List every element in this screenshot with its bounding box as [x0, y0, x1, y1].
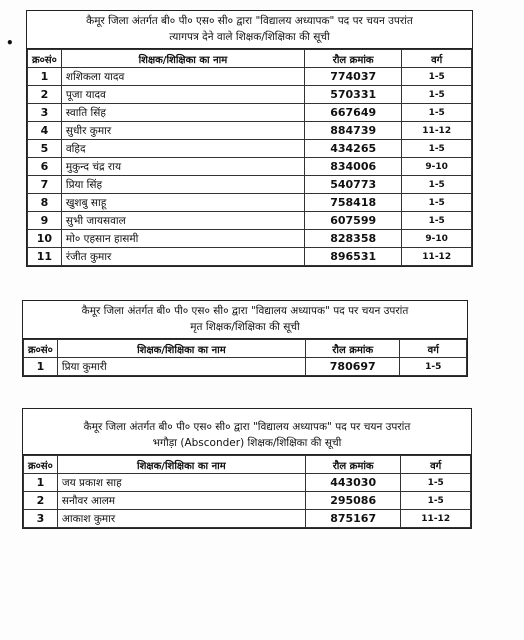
class-cell: 1-5 [402, 104, 472, 122]
table-row [28, 158, 472, 176]
table-row [24, 492, 471, 510]
col-header-roll: रौल क्रमांक [305, 456, 400, 474]
class-cell: 1-5 [402, 68, 472, 86]
table-title [27, 11, 472, 49]
col-header-roll: रौल क्रमांक [304, 50, 401, 68]
title-line-1: कैमूर जिला अंतर्गत बी० पी० एस० सी० द्वारा "विद्यालय अध्यापक" पद पर चयन उपरांत [81, 305, 409, 317]
table-row [28, 104, 472, 122]
table-row [28, 122, 472, 140]
col-header-class: वर्ग [401, 456, 471, 474]
data-table [23, 455, 471, 528]
col-header-serial: क्र०सं० [24, 340, 58, 358]
class-cell: 1-5 [400, 358, 467, 376]
bullet-mark: • [6, 36, 14, 50]
table-row [24, 510, 471, 528]
class-cell: 9-10 [402, 158, 472, 176]
serial-cell: 8 [28, 194, 62, 212]
roll-number-cell: 758418 [304, 194, 401, 212]
serial-cell: 2 [28, 86, 62, 104]
serial-cell: 11 [28, 248, 62, 266]
serial-cell: 1 [24, 358, 58, 376]
table-row [28, 212, 472, 230]
col-header-name: शिक्षक/शिक्षिका का नाम [57, 456, 305, 474]
name-cell: शशिकला यादव [61, 68, 304, 86]
table-row [28, 68, 472, 86]
col-header-name: शिक्षक/शिक्षिका का नाम [57, 340, 305, 358]
name-cell: मुकुन्द चंद्र राय [61, 158, 304, 176]
roll-number-cell: 828358 [304, 230, 401, 248]
name-cell: मो० एहसान हासमी [61, 230, 304, 248]
class-cell: 1-5 [402, 194, 472, 212]
header-row [24, 456, 471, 474]
serial-cell: 6 [28, 158, 62, 176]
name-cell: खुशबु साहू [61, 194, 304, 212]
serial-cell: 4 [28, 122, 62, 140]
table-title [23, 301, 467, 339]
class-cell: 1-5 [401, 474, 471, 492]
data-table [23, 339, 467, 376]
table-row [28, 176, 472, 194]
roll-number-cell: 540773 [304, 176, 401, 194]
class-cell: 11-12 [401, 510, 471, 528]
roll-number-cell: 295086 [305, 492, 400, 510]
name-cell: पूजा यादव [61, 86, 304, 104]
serial-cell: 2 [24, 492, 58, 510]
table-row [24, 358, 467, 376]
col-header-serial: क्र०सं० [24, 456, 58, 474]
header-row [28, 50, 472, 68]
class-cell: 1-5 [402, 86, 472, 104]
name-cell: सुधीर कुमार [61, 122, 304, 140]
name-cell: स्वाति सिंह [61, 104, 304, 122]
class-cell: 1-5 [402, 140, 472, 158]
roll-number-cell: 667649 [304, 104, 401, 122]
roll-number-cell: 896531 [304, 248, 401, 266]
table-row [28, 86, 472, 104]
name-cell: सुभी जायसवाल [61, 212, 304, 230]
name-cell: आकाश कुमार [57, 510, 305, 528]
name-cell: जय प्रकाश साह [57, 474, 305, 492]
name-cell: प्रिया कुमारी [57, 358, 305, 376]
roll-number-cell: 834006 [304, 158, 401, 176]
col-header-serial: क्र०सं० [28, 50, 62, 68]
serial-cell: 9 [28, 212, 62, 230]
table-title [23, 409, 471, 455]
roll-number-cell: 875167 [305, 510, 400, 528]
roll-number-cell: 434265 [304, 140, 401, 158]
serial-cell: 10 [28, 230, 62, 248]
name-cell: प्रिया सिंह [61, 176, 304, 194]
table-row [28, 248, 472, 266]
table-row [28, 194, 472, 212]
class-cell: 1-5 [402, 212, 472, 230]
class-cell: 11-12 [402, 122, 472, 140]
class-cell: 9-10 [402, 230, 472, 248]
col-header-name: शिक्षक/शिक्षिका का नाम [61, 50, 304, 68]
header-row [24, 340, 467, 358]
deceased-teachers-table [22, 300, 468, 377]
roll-number-cell: 570331 [304, 86, 401, 104]
title-line-1: कैमूर जिला अंतर्गत बी० पी० एस० सी० द्वारा "विद्यालय अध्यापक" पद पर चयन उपरांत [83, 421, 411, 433]
table-row [24, 474, 471, 492]
class-cell: 1-5 [401, 492, 471, 510]
roll-number-cell: 443030 [305, 474, 400, 492]
roll-number-cell: 607599 [304, 212, 401, 230]
class-cell: 1-5 [402, 176, 472, 194]
title-line-2: मृत शिक्षक/शिक्षिका की सूची [190, 321, 300, 333]
serial-cell: 1 [24, 474, 58, 492]
resigned-teachers-table [26, 10, 473, 267]
name-cell: सनौवर आलम [57, 492, 305, 510]
roll-number-cell: 780697 [305, 358, 400, 376]
serial-cell: 5 [28, 140, 62, 158]
serial-cell: 7 [28, 176, 62, 194]
serial-cell: 3 [24, 510, 58, 528]
table-row [28, 230, 472, 248]
col-header-class: वर्ग [402, 50, 472, 68]
class-cell: 11-12 [402, 248, 472, 266]
col-header-class: वर्ग [400, 340, 467, 358]
data-table [27, 49, 472, 266]
roll-number-cell: 774037 [304, 68, 401, 86]
roll-number-cell: 884739 [304, 122, 401, 140]
table-row [28, 140, 472, 158]
title-line-2: त्यागपत्र देने वाले शिक्षक/शिक्षिका की सूची [169, 31, 330, 43]
absconder-teachers-table [22, 408, 472, 529]
serial-cell: 1 [28, 68, 62, 86]
col-header-roll: रौल क्रमांक [305, 340, 400, 358]
serial-cell: 3 [28, 104, 62, 122]
name-cell: रंजीत कुमार [61, 248, 304, 266]
name-cell: वहिद [61, 140, 304, 158]
title-line-1: कैमूर जिला अंतर्गत बी० पी० एस० सी० द्वारा "विद्यालय अध्यापक" पद पर चयन उपरांत [86, 15, 413, 27]
title-line-2: भगौड़ा (Absconder) शिक्षक/शिक्षिका की सूची [152, 437, 342, 449]
